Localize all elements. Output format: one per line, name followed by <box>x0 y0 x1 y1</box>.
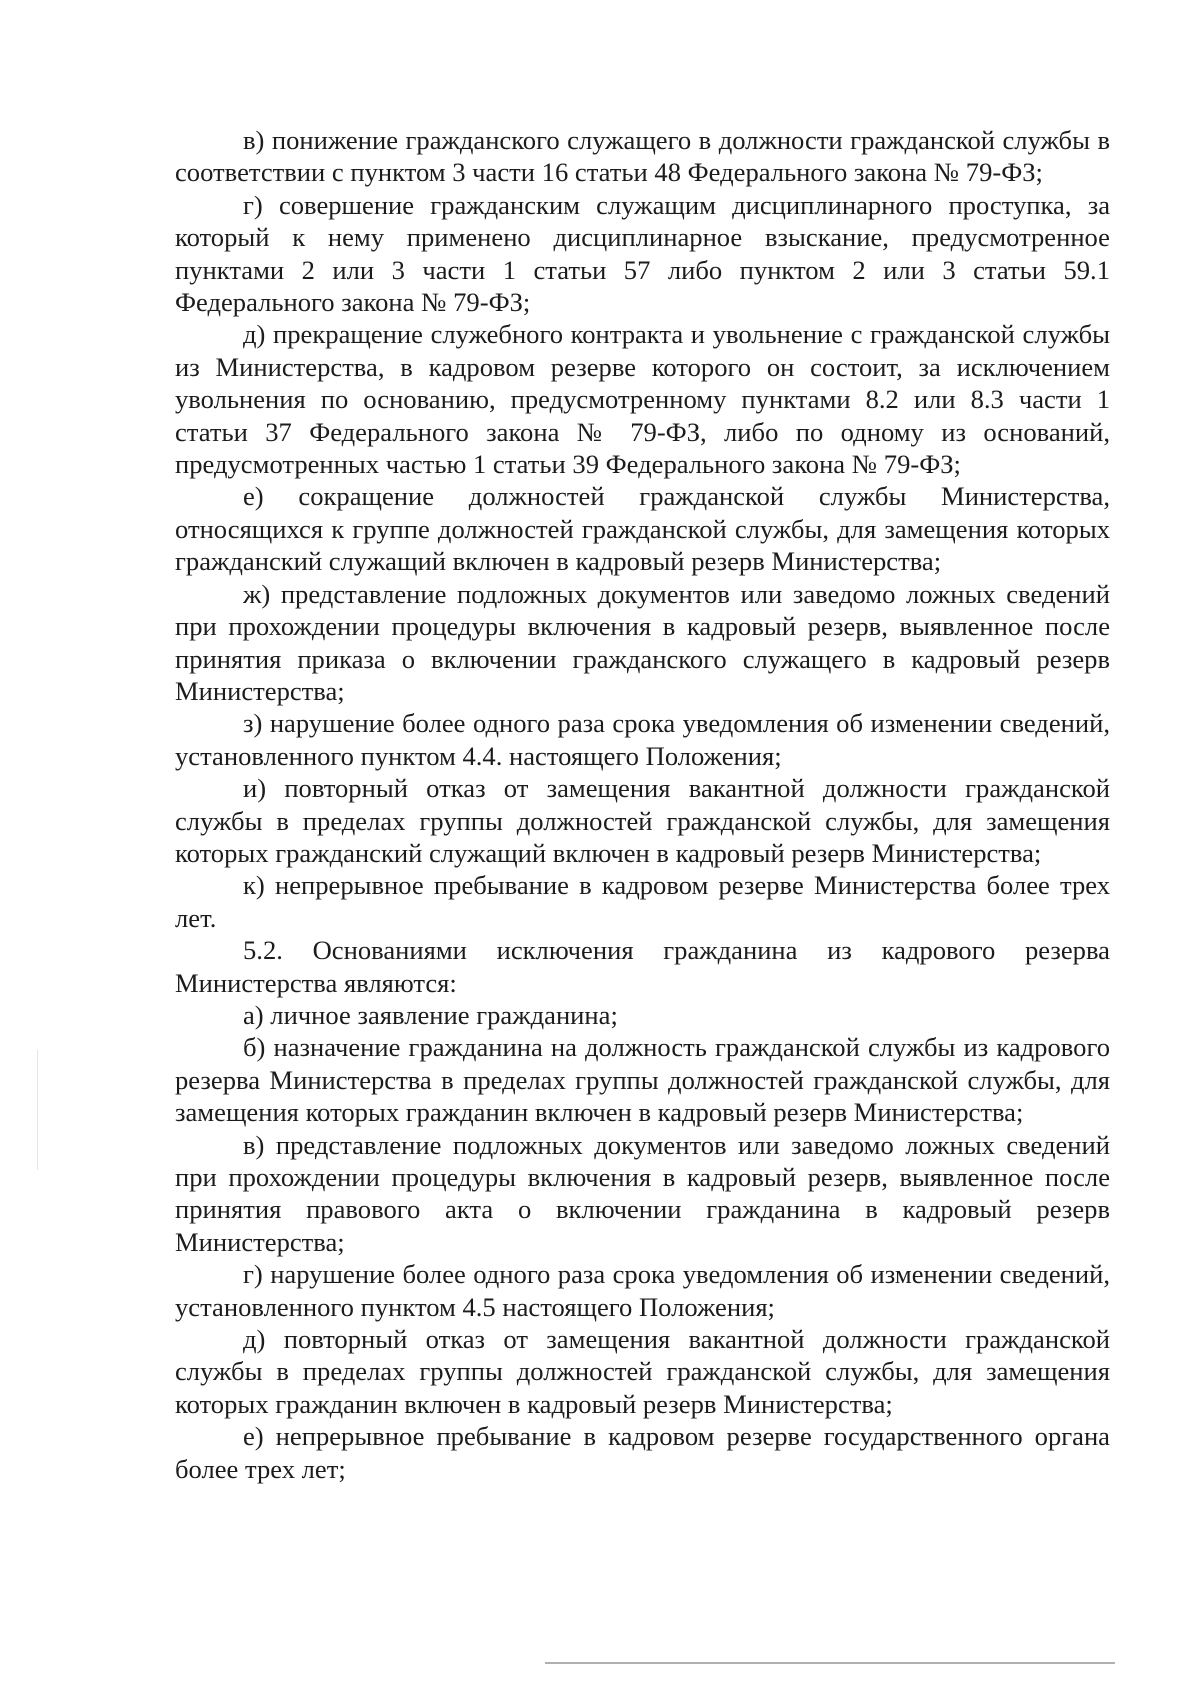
paragraph-v-false-documents: в) представление подложных документов или заведомо ложных сведений при прохождении процедуры включения в кадровый резерв, выявленное после принятия правового акта о включении гражданина в кадровый резерв Министерства; <box>175 1129 1110 1257</box>
document-body <box>175 124 1110 1485</box>
paragraph-e-continuous-stay: е) непрерывное пребывание в кадровом резерве государственного органа более трех лет; <box>175 1421 1110 1484</box>
paragraph-g-disciplinary-offense: г) совершение гражданским служащим дисциплинарного проступка, за который к нему применено дисциплинарное взыскание, предусмотренное пунктами 2 или 3 части 1 статьи 57 либо пунктом 2 или 3 статьи 59.1 Федерального закона № 79-ФЗ; <box>175 189 1110 318</box>
paragraph-a-personal-statement: а) личное заявление гражданина; <box>243 999 618 1030</box>
scan-edge-line <box>545 1662 1115 1664</box>
paragraph-g-notification-violation: г) нарушение более одного раза срока уведомления об изменении сведений, установленного пунктом 4.5 настоящего Положения; <box>175 1259 1110 1322</box>
paragraph-d-repeated-refusal: д) повторный отказ от замещения вакантной должности гражданской службы в пределах группы должностей гражданской службы, для замещения которых гражданин включен в кадровый резерв Министерства; <box>175 1324 1110 1419</box>
paragraph-zh-false-documents: ж) представление подложных документов или заведомо ложных сведений при прохождении процедуры включения в кадровый резерв, выявленное после принятия приказа о включении гражданского служащего в кадровый резерв Министерства; <box>175 578 1110 706</box>
paragraph-z-notification-violation: з) нарушение более одного раза срока уведомления об изменении сведений, установленного пунктом 4.4. настоящего Положения; <box>175 708 1110 771</box>
paragraph-k-continuous-stay: к) непрерывное пребывание в кадровом резерве Министерства более трех лет. <box>175 870 1110 933</box>
paragraph-i-repeated-refusal: и) повторный отказ от замещения вакантной должности гражданской службы в пределах группы должностей гражданской службы, для замещения которых гражданский служащий включен в кадровый резерв Министерства; <box>175 773 1110 868</box>
scan-margin-artifact <box>37 1050 38 1170</box>
paragraph-v-demotion: в) понижение гражданского служащего в должности гражданской службы в соответствии с пунктом 3 части 16 статьи 48 Федерального закона № 79-ФЗ; <box>175 125 1110 188</box>
paragraph-5-2-citizen-grounds: 5.2. Основаниями исключения гражданина из кадрового резерва Министерства являются: <box>175 935 1110 998</box>
paragraph-b-appointment: б) назначение гражданина на должность гражданской службы из кадрового резерва Министерства в пределах группы должностей гражданской службы, для замещения которых гражданин включен в кадровый резерв Министерства; <box>175 1032 1110 1128</box>
paragraph-d-contract-termination: д) прекращение служебного контракта и увольнение с гражданской службы из Министерства, в кадровом резерве которого он состоит, за исключением увольнения по основанию, предусмотренному пунктами 8.2 или 8.3 части 1 статьи 37 Федерального закона № 79-ФЗ, либо по одному из оснований, предусмотренных частью 1 статьи 39 Федерального закона № 79-ФЗ; <box>175 319 1110 480</box>
paragraph-e-position-reduction: е) сокращение должностей гражданской службы Министерства, относящихся к группе должностей гражданской службы, для замещения которых гражданский служащий включен в кадровый резерв Министерства; <box>175 481 1110 577</box>
